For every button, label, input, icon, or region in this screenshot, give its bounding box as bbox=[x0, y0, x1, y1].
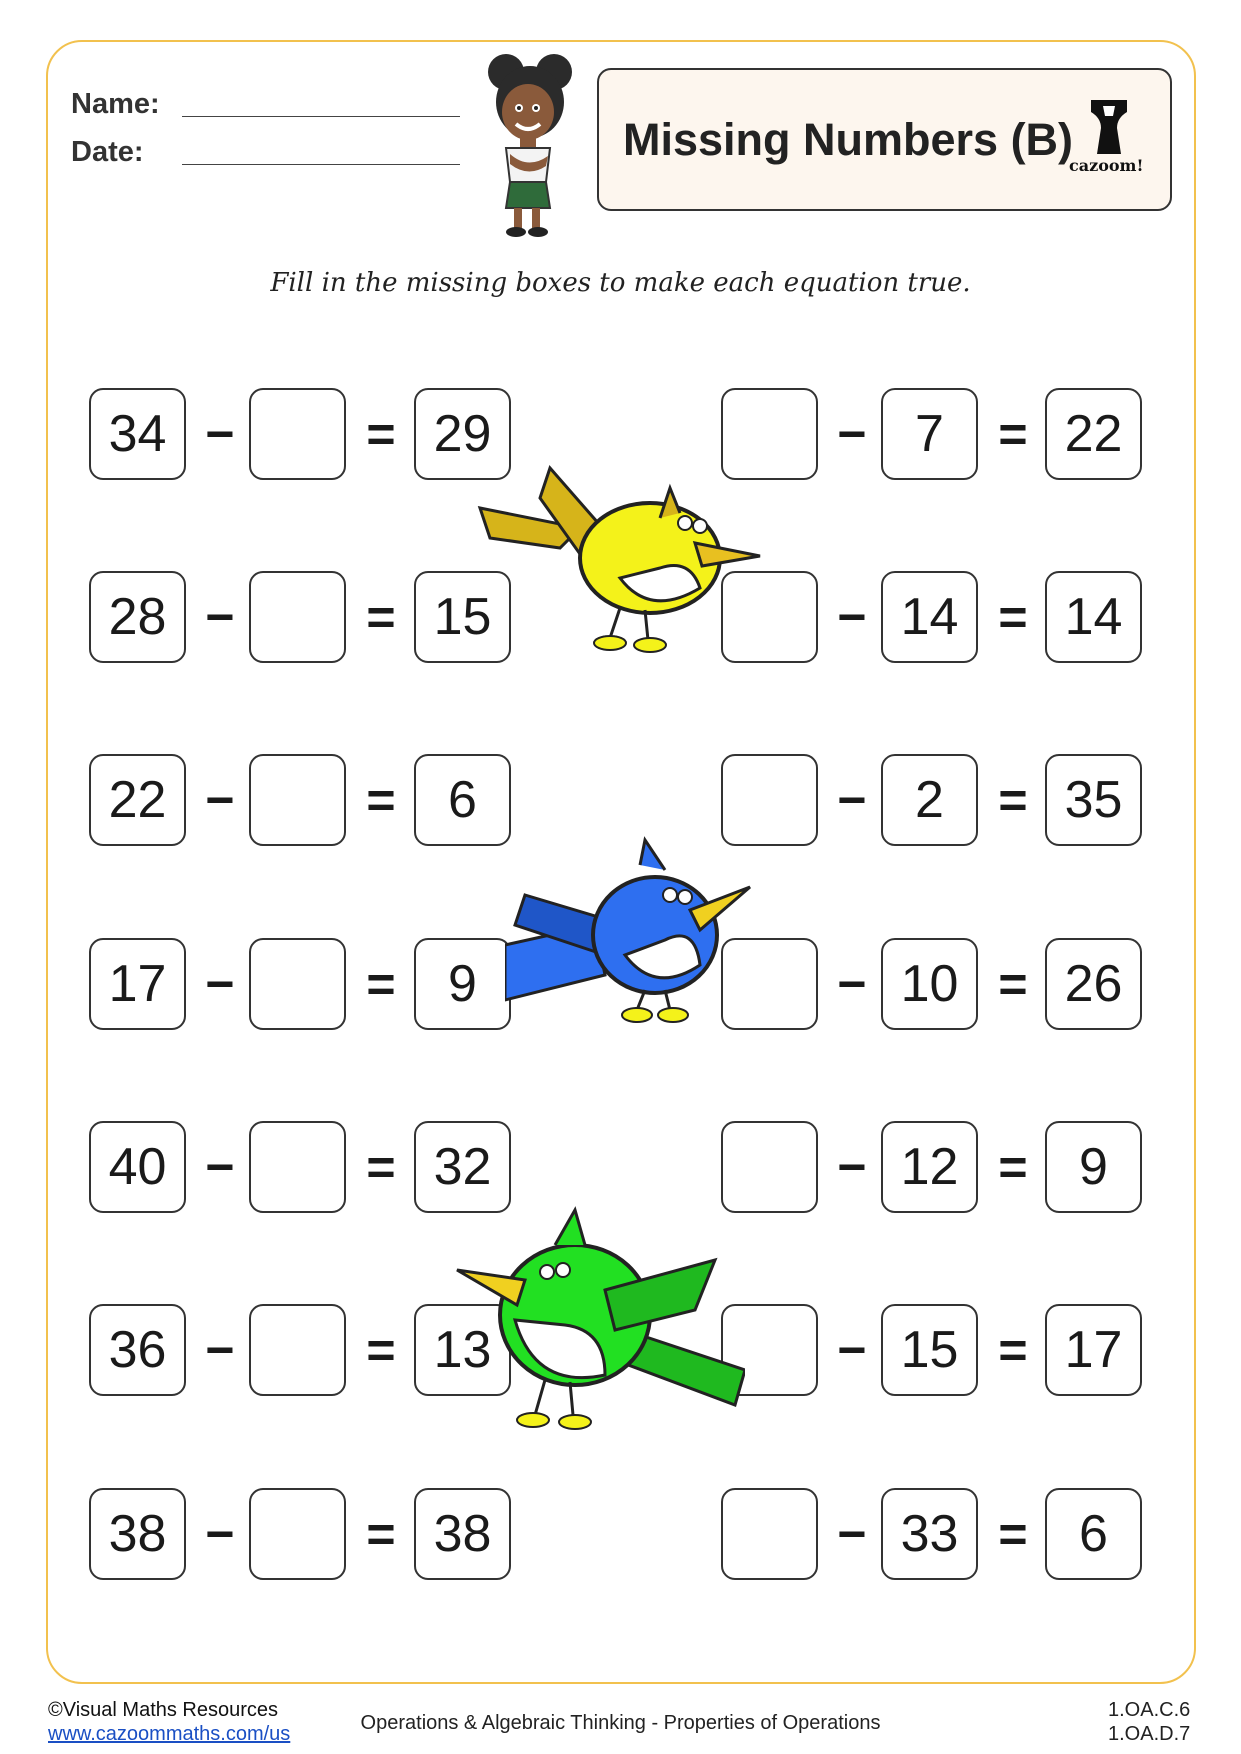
minus-sign: − bbox=[837, 956, 867, 1012]
page-title: Missing Numbers (B) bbox=[623, 114, 1074, 165]
copyright-text: ©Visual Maths Resources bbox=[48, 1699, 279, 1721]
number-box: 38 bbox=[414, 1488, 511, 1580]
number-box: 22 bbox=[89, 754, 186, 846]
number-box: 6 bbox=[1045, 1488, 1142, 1580]
minus-sign: − bbox=[205, 589, 235, 645]
minus-sign: − bbox=[205, 1322, 235, 1378]
minus-sign: − bbox=[205, 1506, 235, 1562]
standards bbox=[1108, 1698, 1190, 1746]
brand-name: cazoom! bbox=[1069, 156, 1144, 175]
answer-box[interactable] bbox=[249, 1304, 346, 1396]
number-box: 29 bbox=[414, 388, 511, 480]
date-label: Date: bbox=[71, 136, 144, 168]
number-box: 34 bbox=[89, 388, 186, 480]
answer-box[interactable] bbox=[249, 938, 346, 1030]
minus-sign: − bbox=[205, 406, 235, 462]
number-box: 10 bbox=[881, 938, 978, 1030]
number-box: 38 bbox=[89, 1488, 186, 1580]
equals-sign: = bbox=[998, 406, 1028, 462]
minus-sign: − bbox=[837, 406, 867, 462]
equals-sign: = bbox=[998, 589, 1028, 645]
name-line[interactable] bbox=[182, 116, 460, 117]
number-box: 15 bbox=[881, 1304, 978, 1396]
website-link[interactable]: www.cazoommaths.com/us bbox=[48, 1723, 291, 1745]
girl-illustration bbox=[470, 50, 590, 240]
standard-code-2: 1.OA.D.7 bbox=[1108, 1723, 1191, 1745]
number-box: 35 bbox=[1045, 754, 1142, 846]
number-box: 40 bbox=[89, 1121, 186, 1213]
answer-box[interactable] bbox=[249, 388, 346, 480]
minus-sign: − bbox=[837, 1506, 867, 1562]
number-box: 9 bbox=[1045, 1121, 1142, 1213]
number-box: 13 bbox=[414, 1304, 511, 1396]
number-box: 26 bbox=[1045, 938, 1142, 1030]
number-box: 15 bbox=[414, 571, 511, 663]
minus-sign: − bbox=[205, 772, 235, 828]
minus-sign: − bbox=[205, 1139, 235, 1195]
equals-sign: = bbox=[998, 772, 1028, 828]
green-bird-icon bbox=[455, 1200, 745, 1440]
number-box: 14 bbox=[1045, 571, 1142, 663]
standard-code-1: 1.OA.C.6 bbox=[1108, 1699, 1191, 1721]
answer-box[interactable] bbox=[249, 571, 346, 663]
number-box: 36 bbox=[89, 1304, 186, 1396]
number-box: 28 bbox=[89, 571, 186, 663]
topic-text: Operations & Algebraic Thinking - Properties of Operations bbox=[360, 1712, 881, 1734]
number-box: 6 bbox=[414, 754, 511, 846]
equals-sign: = bbox=[366, 1139, 396, 1195]
equals-sign: = bbox=[998, 956, 1028, 1012]
number-box: 33 bbox=[881, 1488, 978, 1580]
date-line[interactable] bbox=[182, 164, 460, 165]
equals-sign: = bbox=[366, 772, 396, 828]
instructions: Fill in the missing boxes to make each equation true. bbox=[270, 268, 971, 298]
minus-sign: − bbox=[837, 1322, 867, 1378]
title-box bbox=[597, 68, 1172, 211]
number-box: 17 bbox=[1045, 1304, 1142, 1396]
equals-sign: = bbox=[366, 956, 396, 1012]
answer-box[interactable] bbox=[249, 754, 346, 846]
equals-sign: = bbox=[998, 1139, 1028, 1195]
equals-sign: = bbox=[366, 1506, 396, 1562]
answer-box[interactable] bbox=[721, 1488, 818, 1580]
minus-sign: − bbox=[837, 1139, 867, 1195]
blue-bird-icon bbox=[505, 825, 755, 1025]
number-box: 17 bbox=[89, 938, 186, 1030]
number-box: 12 bbox=[881, 1121, 978, 1213]
minus-sign: − bbox=[205, 956, 235, 1012]
name-label: Name: bbox=[71, 88, 160, 120]
equals-sign: = bbox=[366, 1322, 396, 1378]
answer-box[interactable] bbox=[249, 1488, 346, 1580]
yellow-bird-icon bbox=[470, 458, 770, 658]
number-box: 14 bbox=[881, 571, 978, 663]
cazoom-logo-icon bbox=[1087, 98, 1131, 156]
number-box: 2 bbox=[881, 754, 978, 846]
number-box: 22 bbox=[1045, 388, 1142, 480]
equals-sign: = bbox=[998, 1506, 1028, 1562]
number-box: 9 bbox=[414, 938, 511, 1030]
minus-sign: − bbox=[837, 589, 867, 645]
minus-sign: − bbox=[837, 772, 867, 828]
equals-sign: = bbox=[366, 406, 396, 462]
equals-sign: = bbox=[998, 1322, 1028, 1378]
number-box: 32 bbox=[414, 1121, 511, 1213]
number-box: 7 bbox=[881, 388, 978, 480]
answer-box[interactable] bbox=[249, 1121, 346, 1213]
equals-sign: = bbox=[366, 589, 396, 645]
